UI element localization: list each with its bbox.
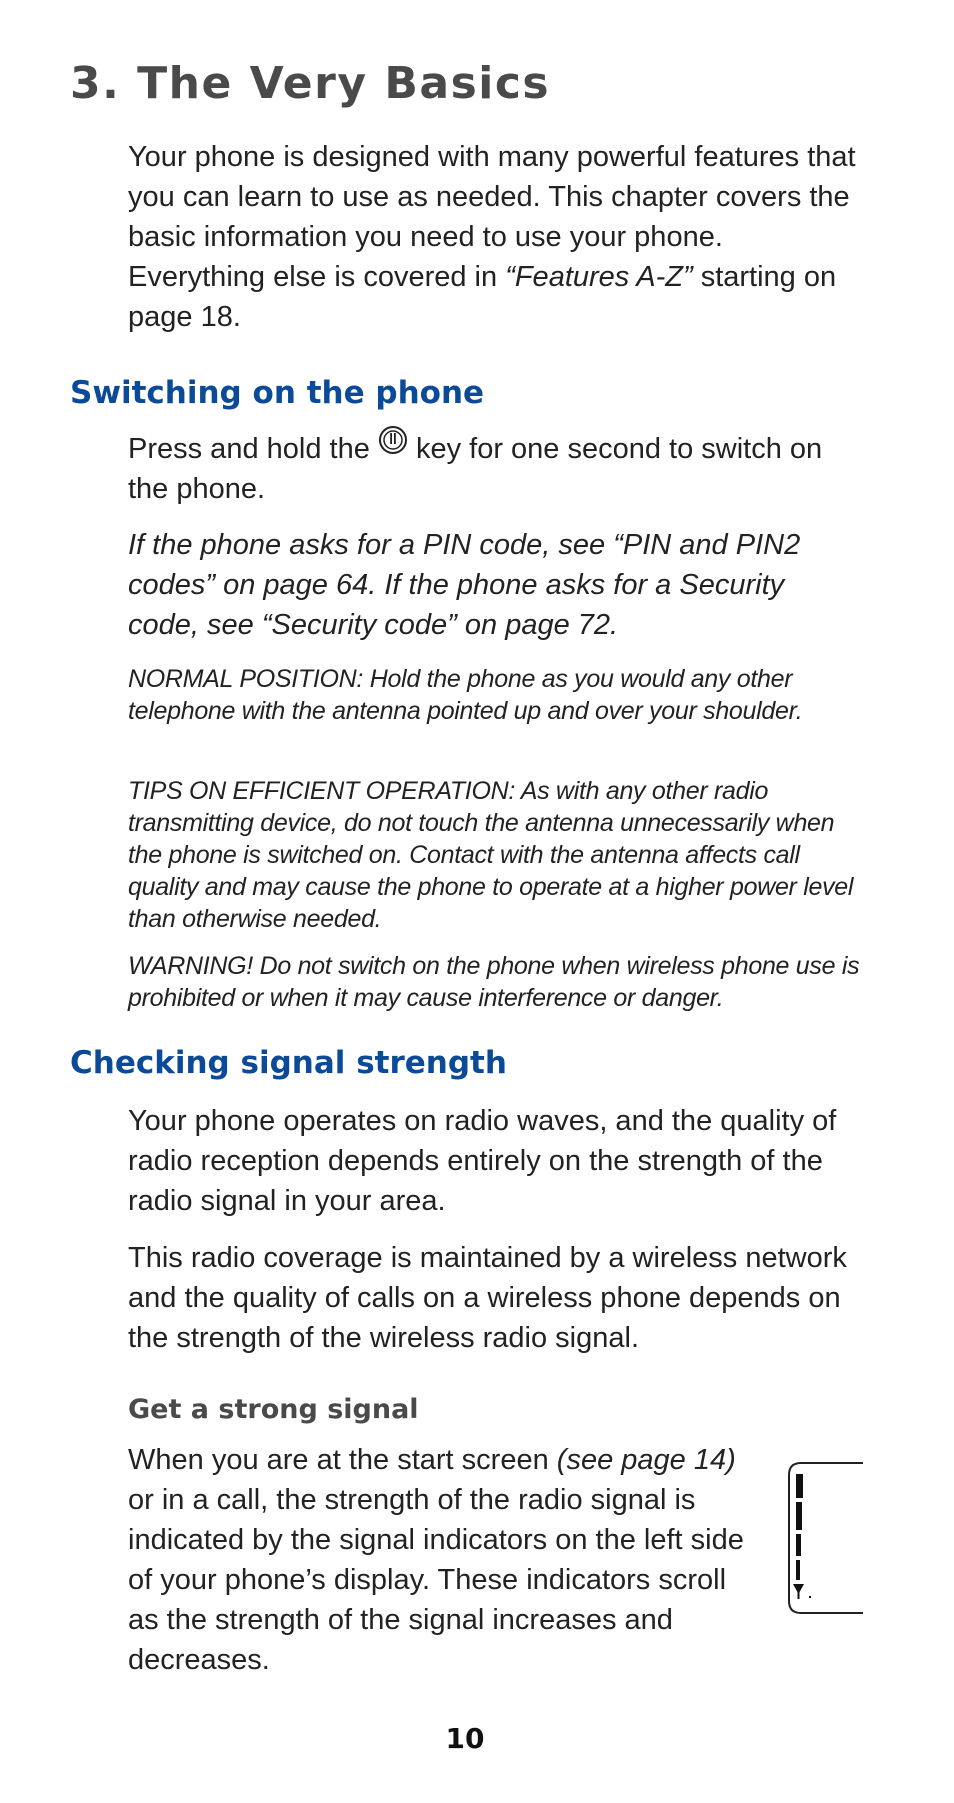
signal-paragraph-1: Your phone operates on radio waves, and the quality of radio reception depends entirely on the strength of the radio signal in your area.	[128, 1105, 837, 1217]
switch-on-instruction	[128, 429, 858, 509]
strong-signal-reference: (see page 14)	[556, 1444, 736, 1476]
chapter-title: 3. The Very Basics	[70, 58, 551, 109]
efficient-operation-tips: TIPS ON EFFICIENT OPERATION: As with any other radio transmitting device, do not touch the antenna unnecessarily when the phone is switched on. Contact with the antenna affects call quality and may cause the phone to operate at a higher power level than otherwise needed.	[128, 777, 854, 933]
section-heading-signal-strength: Checking signal strength	[70, 1045, 507, 1081]
pin-code-note: If the phone asks for a PIN code, see “PIN and PIN2 codes” on page 64. If the phone asks for a Security code, see “Security code” on page 72.	[128, 529, 801, 641]
strong-signal-text-start: When you are at the start screen	[128, 1444, 557, 1476]
page-number: 10	[445, 1722, 485, 1755]
intro-text: Your phone is designed with many powerful features that you can learn to use as needed. This chapter covers the basic information you need to use your phone. Everything else is covered in	[128, 141, 856, 293]
section-heading-switching-on: Switching on the phone	[70, 375, 485, 411]
strong-signal-text-end: or in a call, the strength of the radio signal is indicated by the signal indicators on the left side of your phone’s display. These indicators scroll as the strength of the signal increases and decreases.	[128, 1484, 744, 1676]
intro-text-end: starting on page 18.	[128, 261, 837, 333]
subheading-strong-signal: Get a strong signal	[128, 1394, 419, 1425]
intro-reference: “Features A-Z”	[505, 261, 693, 293]
chapter-intro	[128, 137, 858, 337]
normal-position-note: NORMAL POSITION: Hold the phone as you would any other telephone with the antenna pointed up and over your shoulder.	[128, 665, 803, 725]
signal-paragraph-2: This radio coverage is maintained by a wireless network and the quality of calls on a wireless phone depends on the strength of the wireless radio signal.	[128, 1242, 847, 1354]
power-key-icon	[378, 425, 408, 455]
strong-signal-text	[128, 1440, 748, 1680]
signal-strength-display-icon	[787, 1462, 863, 1614]
warning-note: WARNING! Do not switch on the phone when wireless phone use is prohibited or when it may cause interference or danger.	[128, 952, 860, 1012]
instruction-text: Press and hold the	[128, 433, 378, 465]
instruction-text-end: key for one second to switch on the phone.	[128, 433, 823, 505]
